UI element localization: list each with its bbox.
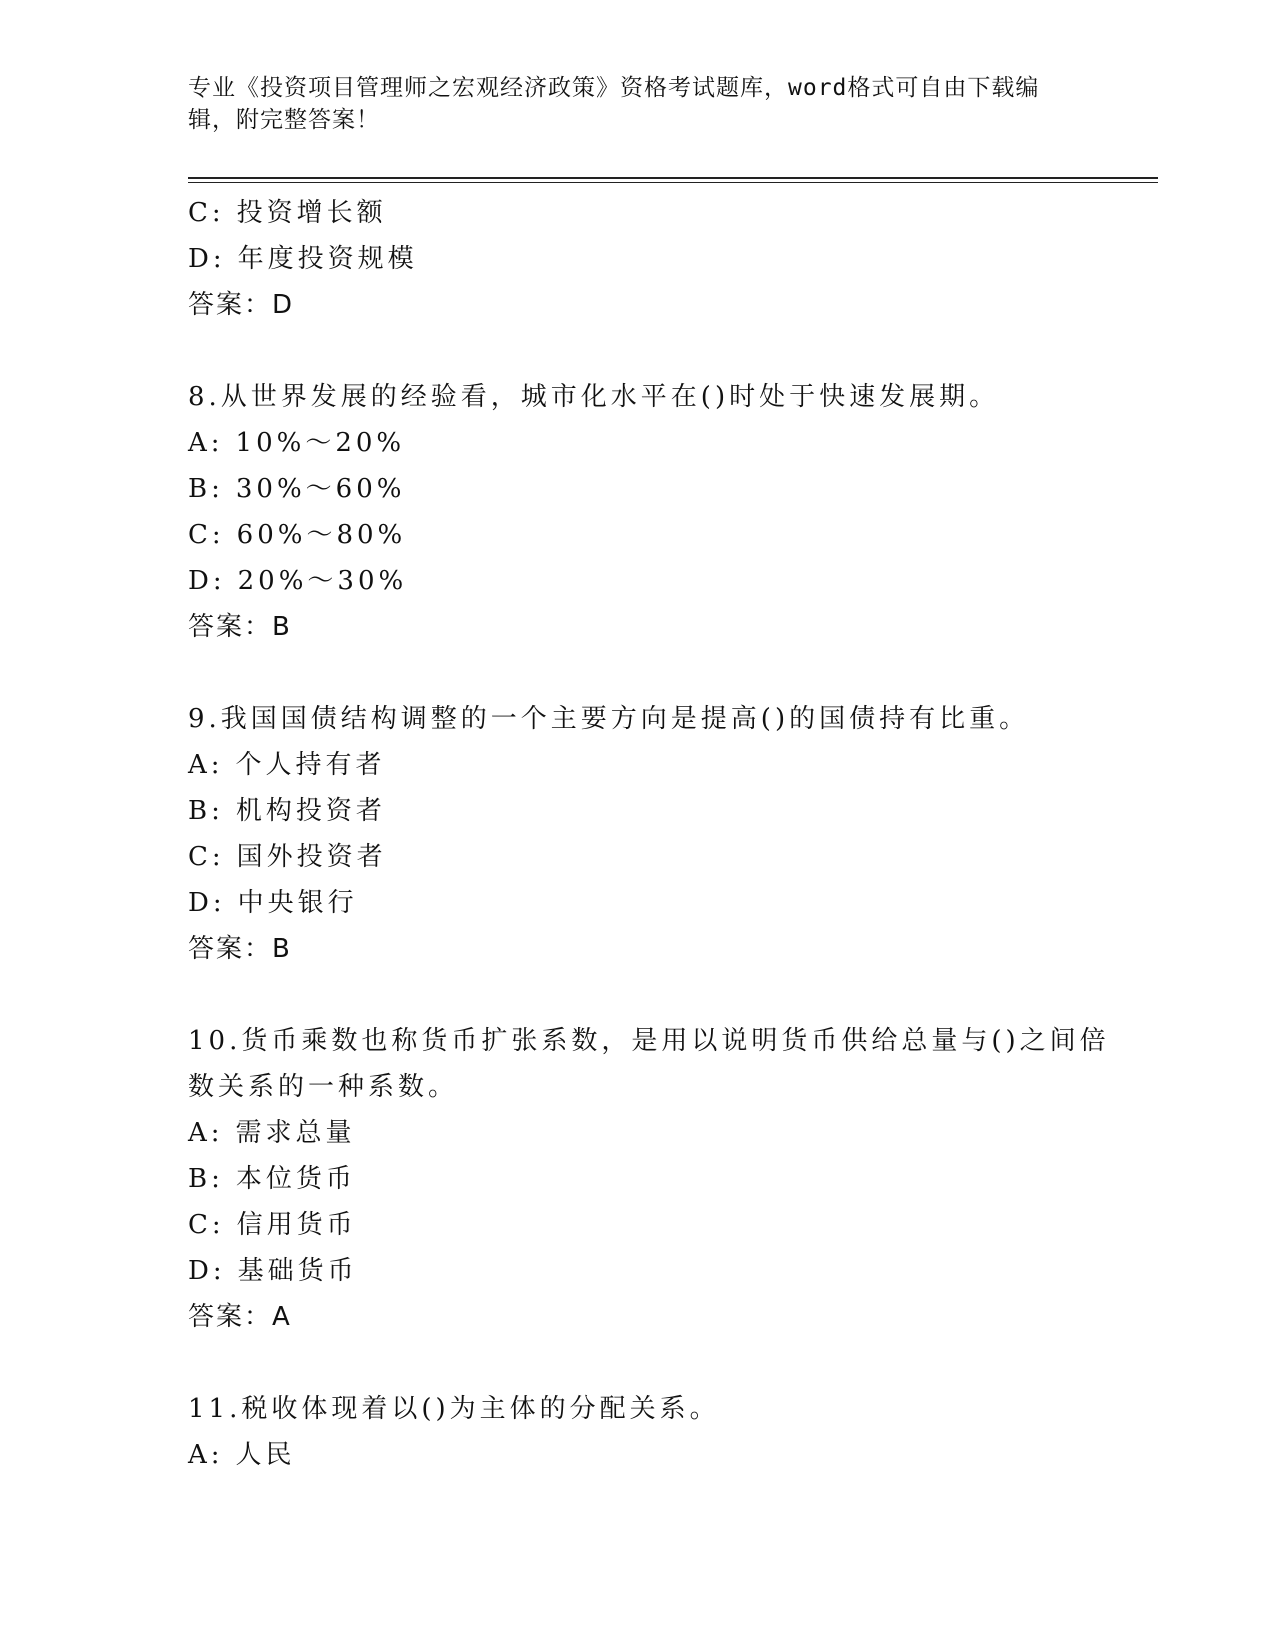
option-label: D: <box>188 888 226 918</box>
question-block-8 <box>188 374 1108 650</box>
option-text: 需求总量 <box>235 1118 356 1148</box>
option-text: 人民 <box>235 1440 296 1470</box>
answer-line: 答案：D <box>188 290 295 320</box>
option-line <box>188 236 1108 282</box>
spacer <box>188 1340 1108 1386</box>
option-text: 基础货币 <box>237 1256 358 1286</box>
option-line <box>188 742 1108 788</box>
option-line <box>188 512 1108 558</box>
option-line <box>188 466 1108 512</box>
option-line <box>188 834 1108 880</box>
option-label: A: <box>188 428 224 458</box>
answer-line: 答案：B <box>188 934 292 964</box>
option-label: D: <box>188 1256 226 1286</box>
question-text-line-1: 10.货币乘数也称货币扩张系数，是用以说明货币供给总量与()之间倍 <box>188 1026 1110 1056</box>
option-label: A: <box>188 750 224 780</box>
option-line <box>188 558 1108 604</box>
spacer <box>188 328 1108 374</box>
option-text: 中央银行 <box>237 888 358 918</box>
option-label: B: <box>188 1164 224 1194</box>
option-line <box>188 880 1108 926</box>
option-line <box>188 420 1108 466</box>
option-text: 个人持有者 <box>235 750 386 780</box>
question-block-partial <box>188 190 1108 328</box>
option-label: C: <box>188 520 225 550</box>
option-label: C: <box>188 198 225 228</box>
option-label: A: <box>188 1440 224 1470</box>
answer-line: 答案：B <box>188 612 292 642</box>
option-text: 10%～20% <box>235 428 406 458</box>
question-text: 8.从世界发展的经验看，城市化水平在()时处于快速发展期。 <box>188 382 1000 412</box>
option-label: C: <box>188 1210 225 1240</box>
header-intro-line-2: 辑，附完整答案！ <box>188 107 380 133</box>
option-line <box>188 788 1108 834</box>
header-intro-line-1: 专业《投资项目管理师之宏观经济政策》资格考试题库，word格式可自由下载编 <box>188 75 1040 101</box>
spacer <box>188 972 1108 1018</box>
question-text: 11.税收体现着以()为主体的分配关系。 <box>188 1394 720 1424</box>
option-label: D: <box>188 566 226 596</box>
option-text: 信用货币 <box>236 1210 357 1240</box>
option-text: 本位货币 <box>235 1164 356 1194</box>
question-block-10 <box>188 1018 1108 1340</box>
option-line <box>188 1202 1108 1248</box>
header-divider-thin <box>188 182 1158 183</box>
spacer <box>188 650 1108 696</box>
question-block-9 <box>188 696 1108 972</box>
header-divider-thick <box>188 177 1158 179</box>
question-text: 9.我国国债结构调整的一个主要方向是提高()的国债持有比重。 <box>188 704 1030 734</box>
option-line <box>188 1156 1108 1202</box>
option-line <box>188 1248 1108 1294</box>
option-text: 年度投资规模 <box>237 244 418 274</box>
question-list <box>188 190 1108 1478</box>
option-text: 投资增长额 <box>236 198 387 228</box>
option-text: 30%～60% <box>235 474 406 504</box>
option-label: B: <box>188 796 224 826</box>
option-text: 60%～80% <box>236 520 407 550</box>
option-line <box>188 190 1108 236</box>
option-line <box>188 1110 1108 1156</box>
option-label: D: <box>188 244 226 274</box>
option-line <box>188 1432 1108 1478</box>
question-block-11 <box>188 1386 1108 1478</box>
option-label: A: <box>188 1118 224 1148</box>
option-text: 国外投资者 <box>236 842 387 872</box>
option-text: 20%～30% <box>237 566 408 596</box>
option-label: B: <box>188 474 224 504</box>
answer-line: 答案：A <box>188 1302 292 1332</box>
option-text: 机构投资者 <box>235 796 386 826</box>
question-text-line-2: 数关系的一种系数。 <box>188 1072 459 1102</box>
document-header <box>188 72 1088 136</box>
option-label: C: <box>188 842 225 872</box>
